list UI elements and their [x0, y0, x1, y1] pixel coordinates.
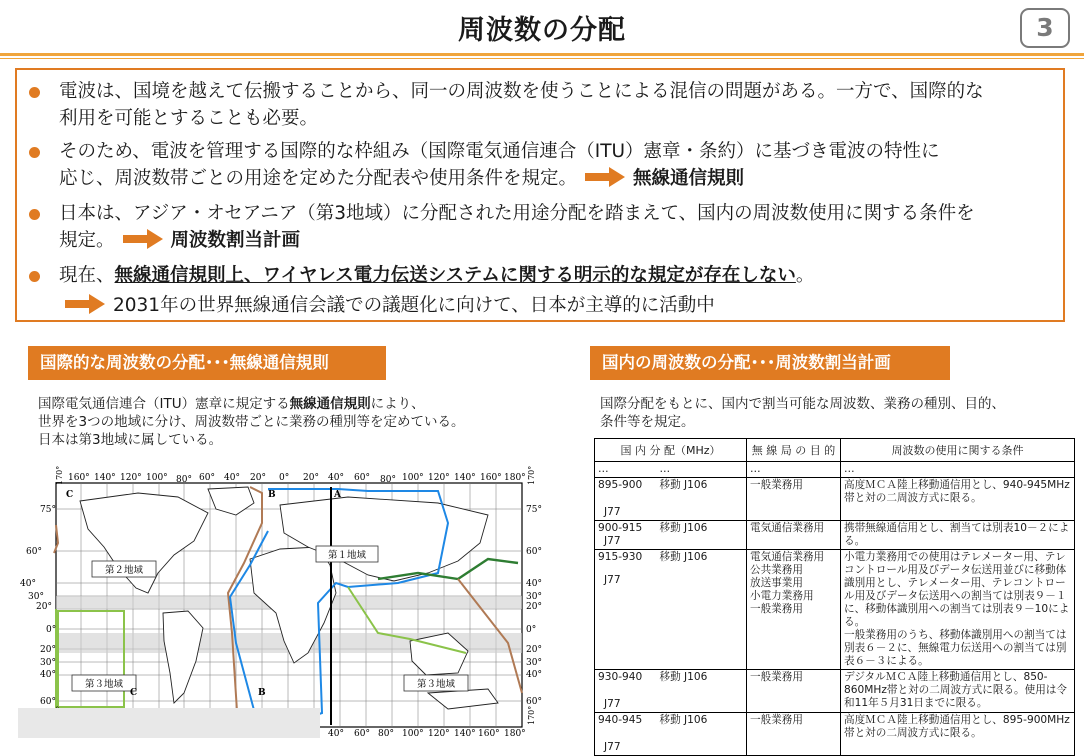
- corner-label-bottom-right: 170°: [527, 705, 536, 725]
- top-tick: 180°: [504, 473, 526, 483]
- top-tick: 80°: [176, 475, 192, 485]
- condition-cell: 高度ＭＣＡ陸上移動通信用とし、895-900MHz帯と対の二周波方式に限る。: [841, 713, 1075, 756]
- bottom-tick: 40°: [328, 729, 344, 738]
- lat-tick: 20°: [36, 602, 52, 612]
- bottom-tick: 140°: [454, 729, 476, 738]
- bullet-1-line-2: 利用を可能とすることも必要。: [59, 108, 319, 129]
- bullet-3-emphasis: 周波数割当計画: [170, 230, 301, 251]
- table-row: [595, 670, 1075, 713]
- lat-tick: 60°: [40, 697, 56, 707]
- purpose-cell: 電気通信業務用: [747, 521, 841, 550]
- table-header-purpose: 無 線 局 の 目 的: [747, 439, 841, 462]
- bullet-4-end: 。: [795, 265, 815, 286]
- lat-tick: 60°: [26, 547, 42, 557]
- bullet-2-line-1: そのため、電波を管理する国際的な枠組み（国際電気通信連合（ITU）憲章・条約）に基づき電波の特性に: [59, 141, 940, 162]
- left-lat-labels: [20, 505, 56, 707]
- bullet-1-line-1: 電波は、国境を越えて伝搬することから、同一の周波数を使うことによる混信の問題がある。一方で、国際的な: [59, 81, 984, 102]
- top-tick: 40°: [328, 473, 344, 483]
- service-cell: 移動 J106: [657, 713, 747, 756]
- condition-cell: 小電力業務用での使用はテレメーター用、テレコントロール用及びデータ伝送用並びに移動体識別用とし、テレメーター用、テレコントロール用及びデータ伝送用への割当ては別表９－１に、移動体識別用への割当ては別表９－10による。 一般業務用のうち、移動体識別用への割当ては別表６－２に、無線電力伝送用への割当ては別表６－３による。: [841, 550, 1075, 670]
- frequency-allocation-table: [594, 438, 1075, 756]
- bottom-tick: 60°: [354, 729, 370, 738]
- region-1-label: 第１地域: [327, 550, 367, 561]
- band-value: 895-900: [598, 479, 643, 491]
- service-cell: 移動 J106: [657, 521, 747, 550]
- lat-tick: 40°: [40, 670, 56, 680]
- band-cell: [595, 521, 657, 550]
- top-tick: 100°: [146, 473, 168, 483]
- bullet-2-line-2: [59, 165, 1059, 192]
- top-tick: 60°: [199, 473, 215, 483]
- bottom-tick: 80°: [378, 729, 394, 738]
- band-cell: [595, 478, 657, 521]
- zone-letter-c-top: C: [66, 490, 74, 500]
- lat-tick: 20°: [526, 645, 542, 655]
- corner-label-top-right: 170°: [527, 465, 536, 485]
- zone-letter-a: A: [334, 490, 341, 500]
- left-desc-1-emphasis: 無線通信規則: [289, 396, 371, 412]
- left-desc-line-2: 世界を3つの地域に分け、周波数帯ごとに業務の種別等を定めている。: [38, 414, 465, 430]
- top-tick: 60°: [354, 473, 370, 483]
- lat-tick: 30°: [526, 592, 542, 602]
- lat-tick: 30°: [28, 592, 44, 602]
- right-section-desc: [600, 395, 1005, 431]
- table-row: [595, 550, 1075, 670]
- lat-tick: 60°: [526, 697, 542, 707]
- zone-letter-b-bottom: B: [258, 688, 266, 698]
- condition-cell: デジタルＭＣＡ陸上移動通信用とし、850-860MHz帯と対の二周波方式に限る。使用は令和11年５月31日までに限る。: [841, 670, 1075, 713]
- table-header-allocation: 国 内 分 配（MHz）: [595, 439, 747, 462]
- table-header-conditions: 周波数の使用に関する条件: [841, 439, 1075, 462]
- left-desc-line-3: 日本は第3地域に属している。: [38, 432, 223, 448]
- band-value: 915-930: [598, 551, 643, 563]
- right-lat-labels: [526, 505, 542, 707]
- top-tick: 100°: [402, 473, 424, 483]
- bullet-3-text: 規定。: [59, 230, 115, 251]
- top-tick: 160°: [68, 473, 90, 483]
- right-desc-line-1: 国際分配をもとに、国内で割当可能な周波数、業務の種別、目的、: [600, 396, 1005, 412]
- bullet-4-emphasis: 無線通信規則上、ワイヤレス電力伝送システムに関する明示的な規定が存在しない: [114, 265, 796, 286]
- service-cell: …: [657, 462, 747, 478]
- band-cell: [595, 550, 657, 670]
- left-desc-1a: 国際電気通信連合（ITU）憲章に規定する: [38, 396, 290, 412]
- top-tick: 160°: [480, 473, 502, 483]
- lat-tick: 20°: [526, 602, 542, 612]
- purpose-cell: 一般業務用: [747, 478, 841, 521]
- title-rule: [0, 53, 1084, 56]
- right-desc-line-2: 条件等を規定。: [600, 414, 695, 430]
- left-desc-line-1: [38, 395, 465, 413]
- table-header-row: [595, 439, 1075, 462]
- lat-tick: 75°: [40, 505, 56, 515]
- zone-letter-b-top: B: [268, 490, 276, 500]
- bullet-dot-icon: [29, 209, 40, 220]
- right-section-title: 国内の周波数の分配･･･周波数割当計画: [590, 346, 950, 380]
- lat-tick: 40°: [20, 579, 36, 589]
- footnote-ref: J77: [604, 535, 621, 547]
- region-3-label-east: 第３地域: [416, 679, 456, 690]
- top-tick: 20°: [303, 473, 319, 483]
- title-rule-thin: [0, 58, 1084, 59]
- service-cell: 移動 J106: [657, 670, 747, 713]
- footnote-ref: J77: [604, 698, 621, 710]
- footnote-ref: J77: [604, 741, 621, 753]
- corner-label-top-left: 170°: [55, 465, 64, 485]
- bottom-tick: 120°: [428, 729, 450, 738]
- band-value: …: [598, 463, 609, 475]
- top-tick: 140°: [454, 473, 476, 483]
- table-row: [595, 462, 1075, 478]
- lat-tick: 20°: [40, 645, 56, 655]
- bullet-3-line-2: [59, 227, 1059, 254]
- service-cell: 移動 J106: [657, 478, 747, 521]
- bullet-dot-icon: [29, 87, 40, 98]
- band-value: 930-940: [598, 671, 643, 683]
- top-tick: 140°: [94, 473, 116, 483]
- lat-tick: 0°: [46, 625, 57, 635]
- left-section-desc: [38, 395, 465, 449]
- top-tick: 120°: [428, 473, 450, 483]
- purpose-cell: …: [747, 462, 841, 478]
- right-arrow-icon: [65, 294, 105, 314]
- summary-box: [15, 68, 1065, 322]
- lat-tick: 30°: [40, 658, 56, 668]
- band-cell: [595, 713, 657, 756]
- lat-tick: 40°: [526, 670, 542, 680]
- right-arrow-icon: [585, 167, 625, 187]
- top-tick: 20°: [250, 473, 266, 483]
- table-row: [595, 713, 1075, 756]
- table-row: [595, 521, 1075, 550]
- bullet-dot-icon: [29, 147, 40, 158]
- service-cell: 移動 J106: [657, 550, 747, 670]
- lat-tick: 75°: [526, 505, 542, 515]
- top-tick: 80°: [380, 475, 396, 485]
- right-arrow-icon: [123, 229, 163, 249]
- top-tick: 40°: [224, 473, 240, 483]
- bullet-4-sub: [65, 292, 715, 319]
- bullet-3-line-1: 日本は、アジア・オセアニア（第3地域）に分配された用途分配を踏まえて、国内の周波数使用に関する条件を: [59, 203, 975, 224]
- zone-letter-c-bottom: C: [130, 688, 138, 698]
- lat-tick: 0°: [526, 625, 537, 635]
- footnote-ref: J77: [604, 506, 621, 518]
- left-desc-1b: により、: [370, 396, 425, 412]
- top-tick: 0°: [279, 473, 290, 483]
- purpose-cell: 電気通信業務用 公共業務用 放送事業用 小電力業務用 一般業務用: [747, 550, 841, 670]
- condition-cell: …: [841, 462, 1075, 478]
- bullet-4-line-1: [59, 262, 1059, 289]
- page-number-badge: 3: [1020, 8, 1070, 48]
- lat-tick: 30°: [526, 658, 542, 668]
- bottom-tick: 160°: [478, 729, 500, 738]
- lat-tick: 40°: [526, 579, 542, 589]
- bottom-tick: 180°: [504, 729, 526, 738]
- page-title: 周波数の分配: [458, 15, 626, 46]
- top-tick: 120°: [120, 473, 142, 483]
- condition-cell: 高度ＭＣＡ陸上移動通信用とし、940-945MHz帯と対の二周波方式に限る。: [841, 478, 1075, 521]
- bullet-dot-icon: [29, 271, 40, 282]
- table-body: [595, 462, 1075, 756]
- map-caption-placeholder: [18, 708, 320, 738]
- purpose-cell: 一般業務用: [747, 713, 841, 756]
- left-section-title: 国際的な周波数の分配･･･無線通信規則: [28, 346, 386, 380]
- itu-region-map: [18, 463, 542, 738]
- band-value: 900-915: [598, 522, 643, 534]
- bullet-4-sub-text: 2031年の世界無線通信会議での議題化に向けて、日本が主導的に活動中: [113, 295, 715, 316]
- footnote-ref: J77: [604, 574, 621, 586]
- lat-tick: 60°: [526, 547, 542, 557]
- bullet-4-lead: 現在、: [59, 265, 115, 286]
- bottom-tick: 100°: [402, 729, 424, 738]
- table-row: [595, 478, 1075, 521]
- condition-cell: 携帯無線通信用とし、割当ては別表10－２による。: [841, 521, 1075, 550]
- region-3-label-west: 第３地域: [84, 679, 124, 690]
- bullet-2-emphasis: 無線通信規則: [633, 168, 745, 189]
- purpose-cell: 一般業務用: [747, 670, 841, 713]
- region-2-label: 第２地域: [104, 565, 144, 576]
- band-cell: [595, 670, 657, 713]
- band-value: 940-945: [598, 714, 643, 726]
- bullet-2-text: 応じ、周波数帯ごとの用途を定めた分配表や使用条件を規定。: [59, 168, 578, 189]
- band-cell: [595, 462, 657, 478]
